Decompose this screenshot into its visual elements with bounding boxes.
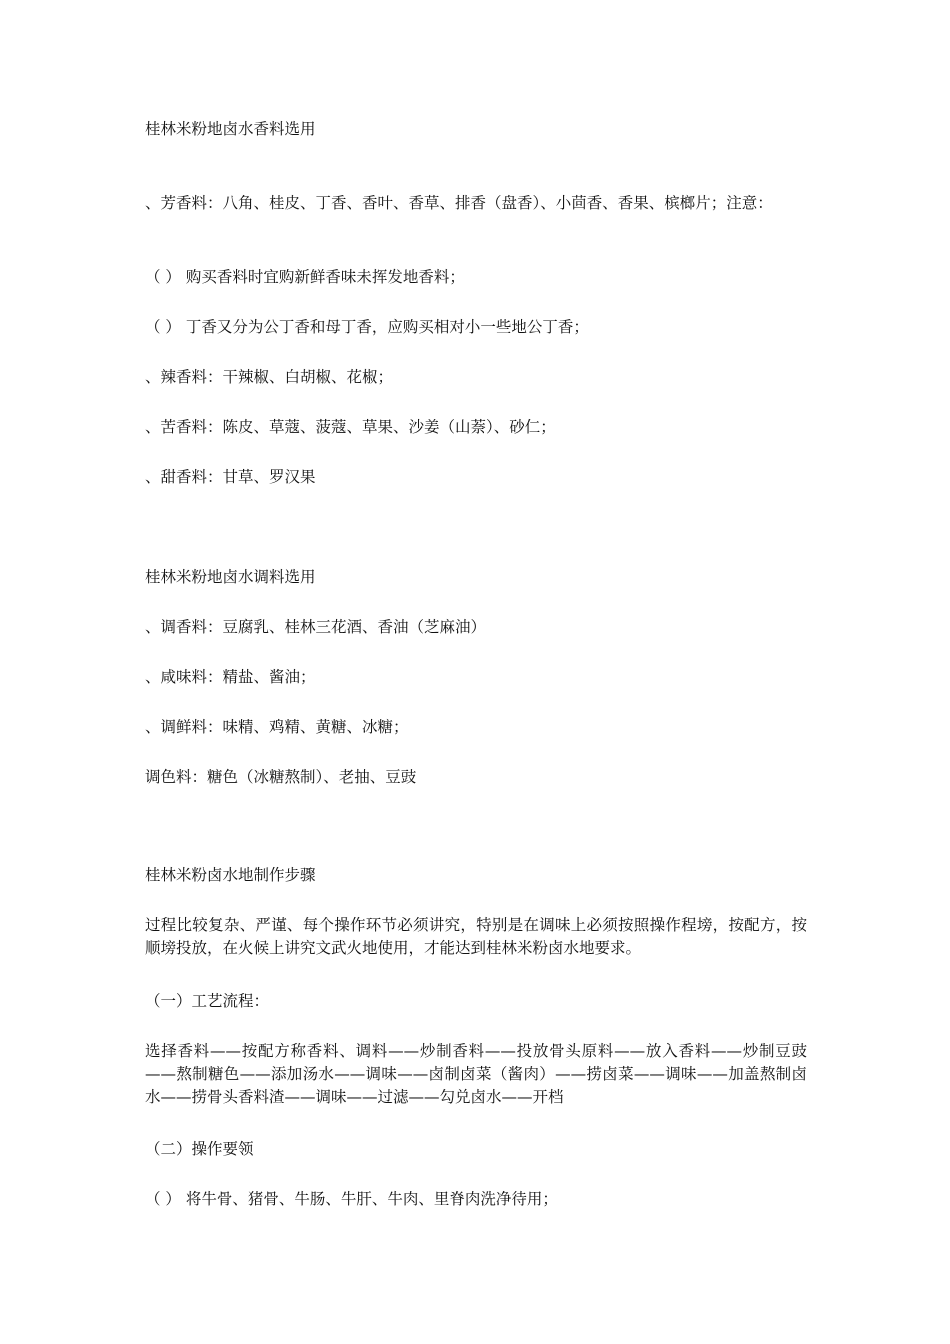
paragraph-buy-fresh-spices: （ ） 购买香料时宜购新鲜香味未挥发地香料； bbox=[145, 268, 465, 286]
subheading-key-points: （二）操作要领 bbox=[145, 1140, 254, 1158]
paragraph-sweet-spices: 、甜香料：甘草、罗汉果 bbox=[145, 468, 316, 486]
paragraph-umami-seasonings: 、调鲜料：味精、鸡精、黄糖、冰糖； bbox=[145, 718, 409, 736]
paragraph-clove-note: （ ） 丁香又分为公丁香和母丁香，应购买相对小一些地公丁香； bbox=[145, 318, 589, 336]
paragraph-aromatic-spices: 、芳香料：八角、桂皮、丁香、香叶、香草、排香（盘香）、小茴香、香果、槟榔片；注意： bbox=[145, 194, 773, 212]
section-heading-spices: 桂林米粉地卤水香料选用 bbox=[145, 120, 316, 138]
paragraph-process-flow: 选择香料——按配方称香料、调料——炒制香料——投放骨头原料——放入香料——炒制豆豉——熬制糖色——添加汤水——调味——卤制卤菜（酱肉）——捞卤菜——调味——加盖熬制卤水——捞骨头香料渣——调味——过滤——勾兑卤水——开档 bbox=[145, 1042, 807, 1106]
paragraph-flavor-seasonings: 、调香料：豆腐乳、桂林三花酒、香油（芝麻油） bbox=[145, 618, 487, 636]
paragraph-wash-ingredients: （ ） 将牛骨、猪骨、牛肠、牛肝、牛肉、里脊肉洗净待用； bbox=[145, 1190, 558, 1208]
section-heading-steps: 桂林米粉卤水地制作步骤 bbox=[145, 866, 316, 884]
paragraph-spicy-spices: 、辣香料：干辣椒、白胡椒、花椒； bbox=[145, 368, 394, 386]
paragraph-coloring-seasonings: 调色料：糖色（冰糖熬制）、老抽、豆豉 bbox=[145, 768, 417, 786]
paragraph-salty-seasonings: 、咸味料：精盐、酱油； bbox=[145, 668, 316, 686]
paragraph-bitter-spices: 、苦香料：陈皮、草蔻、菠蔻、草果、沙姜（山萘）、砂仁； bbox=[145, 418, 556, 436]
subheading-process-flow: （一）工艺流程： bbox=[145, 992, 270, 1010]
section-heading-seasonings: 桂林米粉地卤水调料选用 bbox=[145, 568, 316, 586]
paragraph-process-overview: 过程比较复杂、严谨、每个操作环节必须讲究，特别是在调味上必须按照操作程塝，按配方，按顺塝投放，在火候上讲究文武火地使用，才能达到桂林米粉卤水地要求。 bbox=[145, 916, 807, 957]
